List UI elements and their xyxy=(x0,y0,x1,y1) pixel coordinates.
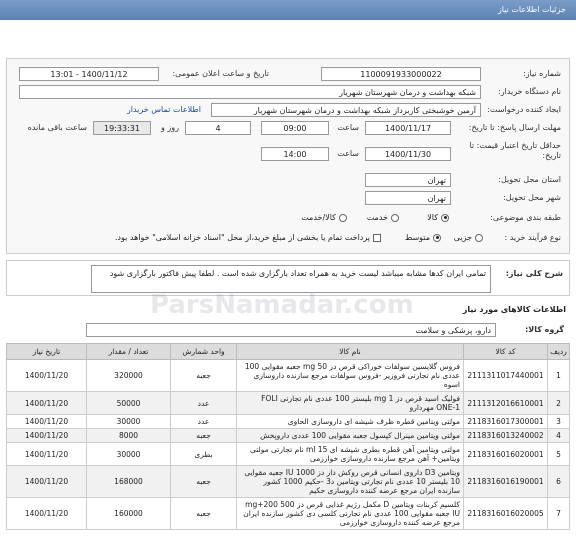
code-cell: 2118316016190001 xyxy=(464,466,548,498)
radio-icon xyxy=(475,234,483,242)
treasury-payment-note: پرداخت تمام یا بخشی از مبلغ خرید،از محل "اسناد خزانه اسلامی" خواهد بود. xyxy=(114,233,370,242)
category-option-both[interactable]: کالا/خدمت xyxy=(301,213,347,222)
category-option-service[interactable]: خدمت xyxy=(367,213,399,222)
category-label: طبقه بندی موضوعی: xyxy=(490,213,561,222)
buyer-org-label: نام دستگاه خریدار: xyxy=(498,87,561,96)
unit-cell: جعبه xyxy=(171,360,237,392)
name-cell: مولتی ویتامین آهن قطره بطری شیشه ای 15 ml نام تجارتی مولتی ویتامین+ آهن مرجع سازنده داروسازی خوارزمی xyxy=(237,443,464,466)
code-cell: 2111312016610001 xyxy=(464,392,548,415)
date-cell: 1400/11/20 xyxy=(7,466,87,498)
goods-table xyxy=(6,343,570,530)
min-price-time-label: ساعت xyxy=(337,149,359,158)
row-number-cell: 4 xyxy=(548,429,570,443)
need-number-label: شماره نیاز: xyxy=(523,69,561,78)
row-number-cell: 7 xyxy=(548,498,570,530)
contact-buyer-link[interactable]: اطلاعات تماس خریدار xyxy=(126,105,201,114)
quantity-cell: 168000 xyxy=(87,466,171,498)
unit-cell: جعبه xyxy=(171,466,237,498)
goods-section-title: اطلاعات کالاهای مورد نیاز xyxy=(462,305,566,314)
row-number-cell: 1 xyxy=(548,360,570,392)
col-header-quantity: تعداد / مقدار xyxy=(87,344,171,360)
table-row[interactable] xyxy=(7,443,570,466)
quantity-cell: 50000 xyxy=(87,392,171,415)
name-cell: فروس گلایسین سولفات خوراکی قرص دز mg 50 جعبه مقوایی 100 عددی نام تجارتی فروزیر -فروس سولفات مرجع سازنده داروسازی اسوه xyxy=(237,360,464,392)
min-price-date-field[interactable]: 1400/11/30 xyxy=(365,147,451,161)
need-details-panel xyxy=(6,58,570,254)
description-field[interactable]: تمامی ایران کدها مشابه میباشد لیست خرید به همراه تعداد بارگزاری شده است . لطفا پیش فاکتور بارگزاری شود xyxy=(91,265,491,293)
date-cell: 1400/11/20 xyxy=(7,443,87,466)
unit-cell: عدد xyxy=(171,415,237,429)
deadline-date-field[interactable]: 1400/11/17 xyxy=(365,121,451,135)
date-cell: 1400/11/20 xyxy=(7,498,87,530)
deadline-label: مهلت ارسال پاسخ: تا تاریخ: xyxy=(468,123,561,132)
table-row[interactable] xyxy=(7,429,570,443)
description-label: شرح کلی نیاز: xyxy=(505,269,563,278)
col-header-code: کد کالا xyxy=(464,344,548,360)
col-header-date: تاریخ نیاز xyxy=(7,344,87,360)
code-cell: 2118316017300001 xyxy=(464,415,548,429)
unit-cell: بطری xyxy=(171,443,237,466)
col-header-row-number: ردیف xyxy=(548,344,570,360)
table-row[interactable] xyxy=(7,498,570,530)
name-cell: مولتی ویتامین مینرال کپسول جعبه مقوایی 100 عددی داروپخش xyxy=(237,429,464,443)
min-price-label: حداقل تاریخ اعتبار قیمت: تا تاریخ: xyxy=(469,141,561,160)
row-number-cell: 5 xyxy=(548,443,570,466)
code-cell: 2118316016020005 xyxy=(464,498,548,530)
deadline-time-label: ساعت xyxy=(337,123,359,132)
name-cell: کلسیم کربنات ویتامین D مکمل رژیم غذایی قرص دز 500 mg+200 IU جعبه مقوایی 100 عددی نام تجارتی کلسی دی کشور سازنده ایران مرجع عرضه کننده داروسازی خوارزمی xyxy=(237,498,464,530)
table-row[interactable] xyxy=(7,392,570,415)
watermark: ParsNamadar.com xyxy=(150,290,414,320)
goods-group-field[interactable]: دارو، پزشکی و سلامت xyxy=(86,323,496,337)
process-label: نوع فرآیند خرید : xyxy=(504,233,561,242)
page-header xyxy=(0,0,576,20)
date-cell: 1400/11/20 xyxy=(7,415,87,429)
code-cell: 2118316013240002 xyxy=(464,429,548,443)
province-field[interactable]: تهران xyxy=(365,173,451,187)
page-title: جزئیات اطلاعات نیاز xyxy=(497,5,566,14)
code-cell: 2118316016020001 xyxy=(464,443,548,466)
date-cell: 1400/11/20 xyxy=(7,360,87,392)
process-option-medium[interactable]: متوسط xyxy=(405,233,441,242)
process-option-minor[interactable]: جزیی xyxy=(454,233,483,242)
unit-cell: جعبه xyxy=(171,498,237,530)
announce-field[interactable]: 1400/11/12 - 13:01 xyxy=(19,67,159,81)
treasury-payment-checkbox[interactable] xyxy=(115,233,381,242)
quantity-cell: 30000 xyxy=(87,443,171,466)
announce-label: تاریخ و ساعت اعلان عمومی: xyxy=(172,69,269,78)
table-row[interactable] xyxy=(7,415,570,429)
date-cell: 1400/11/20 xyxy=(7,429,87,443)
checkbox-icon xyxy=(373,234,381,242)
table-row[interactable] xyxy=(7,466,570,498)
quantity-cell: 160000 xyxy=(87,498,171,530)
days-remaining-field[interactable]: 4 xyxy=(185,121,251,135)
quantity-cell: 30000 xyxy=(87,415,171,429)
row-number-cell: 6 xyxy=(548,466,570,498)
col-header-name: نام کالا xyxy=(237,344,464,360)
province-label: استان محل تحویل: xyxy=(498,175,561,184)
unit-cell: جعبه xyxy=(171,429,237,443)
name-cell: مولتی ویتامین قطره ظرف شیشه ای داروسازی الحاوی xyxy=(237,415,464,429)
creator-field[interactable]: آرمین خوشبختی کاربرداز شبکه بهداشت و درمان شهرستان شهریار xyxy=(211,103,481,117)
radio-selected-icon xyxy=(441,214,449,222)
quantity-cell: 8000 xyxy=(87,429,171,443)
days-label: روز و xyxy=(161,123,179,132)
name-cell: ویتامین D3 داروی انسانی قرص روکش دار دز IU 1000 جعبه مقوایی 10 بلیستر 10 عددی نام تجارتی ویتامین د3 -حکیم 1000 کشور سازنده ایران مرجع عرضه کننده داروسازی حکیم xyxy=(237,466,464,498)
city-label: شهر محل تحویل: xyxy=(503,193,561,202)
deadline-time-field[interactable]: 09:00 xyxy=(261,121,329,135)
unit-cell: عدد xyxy=(171,392,237,415)
radio-selected-icon xyxy=(433,234,441,242)
row-number-cell: 3 xyxy=(548,415,570,429)
time-remaining-label: ساعت باقی مانده xyxy=(27,123,87,132)
name-cell: فولیک اسید قرص دز 1 mg بلیستر 100 عددی نام تجارتی FOLI ONE-1 مهردارو xyxy=(237,392,464,415)
row-number-cell: 2 xyxy=(548,392,570,415)
category-option-goods[interactable]: کالا xyxy=(427,213,449,222)
table-header-row xyxy=(7,344,570,360)
quantity-cell: 320000 xyxy=(87,360,171,392)
time-remaining-field[interactable]: 19:33:31 xyxy=(93,121,151,135)
radio-icon xyxy=(391,214,399,222)
code-cell: 2111311017440001 xyxy=(464,360,548,392)
min-price-time-field[interactable]: 14:00 xyxy=(261,147,329,161)
buyer-org-field[interactable]: شبکه بهداشت و درمان شهرستان شهریار xyxy=(19,85,481,99)
creator-label: ایجاد کننده درخواست: xyxy=(487,105,561,114)
radio-icon xyxy=(339,214,347,222)
goods-group-label: گروه کالا: xyxy=(525,325,564,334)
city-field[interactable]: تهران xyxy=(365,191,451,205)
date-cell: 1400/11/20 xyxy=(7,392,87,415)
table-row[interactable] xyxy=(7,360,570,392)
col-header-unit: واحد شمارش xyxy=(171,344,237,360)
need-number-field[interactable]: 1100091933000022 xyxy=(321,67,481,81)
